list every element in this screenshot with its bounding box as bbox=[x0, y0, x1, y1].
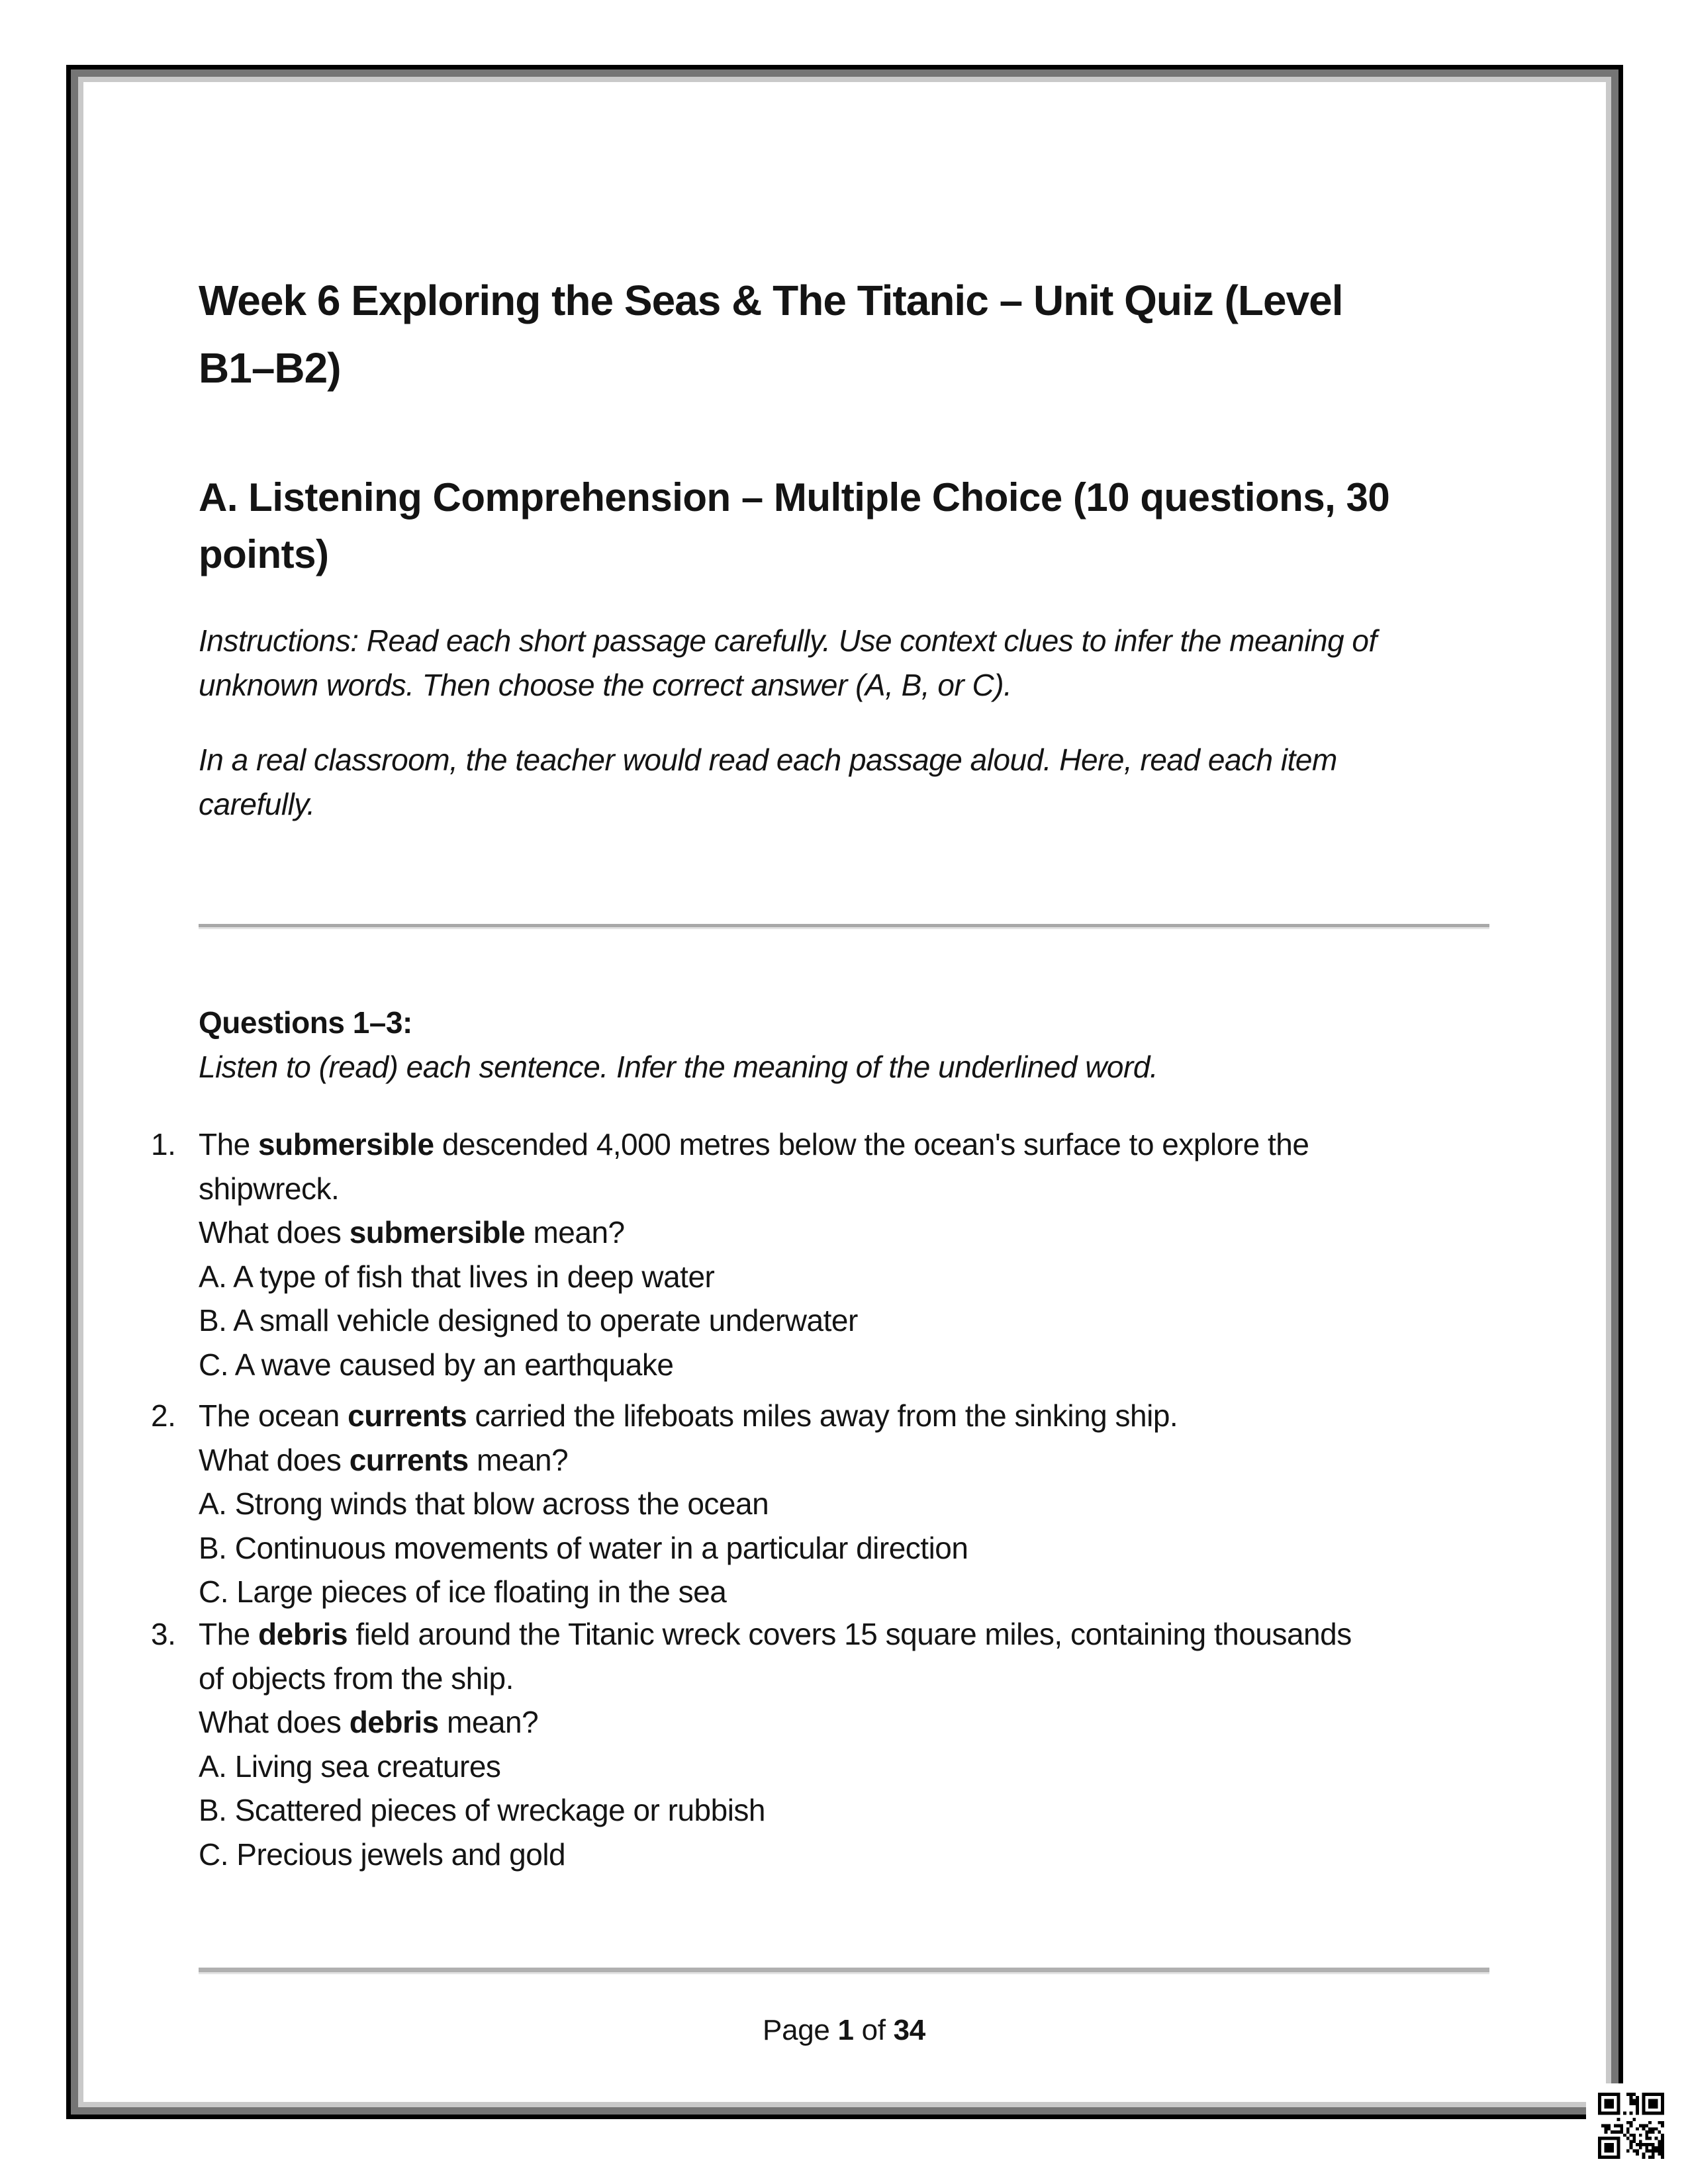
question-line bbox=[199, 1122, 1574, 1167]
text-segment: A. A type of fish that lives in deep water bbox=[199, 1259, 715, 1294]
text-segment: descended 4,000 metres below the ocean's surface to explore the bbox=[434, 1127, 1309, 1161]
section-heading bbox=[199, 469, 1489, 583]
question-line bbox=[199, 1788, 1574, 1833]
text-segment: debris bbox=[349, 1705, 439, 1739]
question-line bbox=[199, 1394, 1574, 1438]
text-segment: currents bbox=[349, 1442, 469, 1477]
text-segment: submersible bbox=[258, 1127, 434, 1161]
text-line: Instructions: Read each short passage carefully. Use context clues to infer the meaning of bbox=[199, 623, 1377, 658]
text-segment: debris bbox=[258, 1617, 348, 1651]
text-segment: A. Strong winds that blow across the ocean bbox=[199, 1486, 769, 1521]
text-line: Week 6 Exploring the Seas & The Titanic – Unit Quiz (Level bbox=[199, 277, 1343, 324]
text-segment: shipwreck. bbox=[199, 1171, 340, 1206]
text-line: B1–B2) bbox=[199, 344, 341, 392]
text-segment: of objects from the ship. bbox=[199, 1661, 514, 1696]
text-segment: 34 bbox=[893, 2014, 925, 2046]
question-line bbox=[199, 1255, 1574, 1299]
question-line bbox=[199, 1612, 1574, 1657]
text-segment: C. Large pieces of ice floating in the sea bbox=[199, 1574, 727, 1609]
list-item bbox=[151, 1394, 1574, 1614]
questions-header: Questions 1–3: bbox=[199, 1005, 412, 1040]
text-segment: of bbox=[853, 2014, 894, 2046]
text-segment: currents bbox=[348, 1398, 467, 1433]
text-segment: carried the lifeboats miles away from the sinking ship. bbox=[467, 1398, 1178, 1433]
question-line bbox=[199, 1526, 1574, 1570]
text-segment: C. Precious jewels and gold bbox=[199, 1837, 566, 1872]
text-segment: The ocean bbox=[199, 1398, 348, 1433]
document-title bbox=[199, 267, 1489, 402]
text-segment: field around the Titanic wreck covers 15 square miles, containing thousands bbox=[348, 1617, 1352, 1651]
question-line bbox=[199, 1657, 1574, 1701]
text-segment: B. Scattered pieces of wreckage or rubbish bbox=[199, 1793, 766, 1827]
question-line bbox=[199, 1167, 1574, 1211]
text-line: unknown words. Then choose the correct answer (A, B, or C). bbox=[199, 668, 1012, 702]
text-segment: C. A wave caused by an earthquake bbox=[199, 1347, 674, 1382]
question-line bbox=[199, 1298, 1574, 1343]
text-line: points) bbox=[199, 532, 329, 576]
text-segment: mean? bbox=[438, 1705, 539, 1739]
question-line bbox=[199, 1570, 1574, 1614]
horizontal-rule bbox=[199, 924, 1489, 927]
list-item bbox=[151, 1122, 1574, 1387]
question-line bbox=[199, 1482, 1574, 1526]
text-line: In a real classroom, the teacher would read each passage aloud. Here, read each item bbox=[199, 743, 1337, 777]
text-segment: The bbox=[199, 1617, 259, 1651]
horizontal-rule-footer bbox=[199, 1968, 1489, 1972]
list-item-number: 3. bbox=[151, 1617, 176, 1651]
text-segment: What does bbox=[199, 1215, 350, 1250]
text-segment: mean? bbox=[468, 1442, 569, 1477]
text-segment: A. Living sea creatures bbox=[199, 1749, 501, 1784]
questions-subtitle: Listen to (read) each sentence. Infer the meaning of the underlined word. bbox=[199, 1050, 1158, 1084]
classroom-note-paragraph bbox=[199, 738, 1489, 827]
text-segment: 1 bbox=[837, 2014, 854, 2046]
footer-page-number bbox=[199, 2011, 1489, 2050]
text-segment: submersible bbox=[349, 1215, 526, 1250]
qr-code-icon bbox=[1598, 2093, 1664, 2159]
text-segment: Page bbox=[763, 2014, 838, 2046]
question-line bbox=[199, 1700, 1574, 1745]
list-item-number: 1. bbox=[151, 1127, 176, 1161]
text-line: A. Listening Comprehension – Multiple Choice (10 questions, 30 bbox=[199, 475, 1390, 520]
text-segment: What does bbox=[199, 1705, 350, 1739]
question-line bbox=[199, 1210, 1574, 1255]
text-line: carefully. bbox=[199, 787, 315, 821]
list-item bbox=[151, 1612, 1574, 1876]
question-line bbox=[199, 1438, 1574, 1482]
text-segment: What does bbox=[199, 1442, 350, 1477]
question-line bbox=[199, 1833, 1574, 1877]
text-segment: B. Continuous movements of water in a particular direction bbox=[199, 1530, 968, 1565]
list-item-number: 2. bbox=[151, 1398, 176, 1433]
instructions-paragraph bbox=[199, 619, 1489, 707]
text-segment: mean? bbox=[525, 1215, 625, 1250]
question-line bbox=[199, 1745, 1574, 1789]
text-segment: The bbox=[199, 1127, 259, 1161]
question-line bbox=[199, 1343, 1574, 1387]
text-segment: B. A small vehicle designed to operate underwater bbox=[199, 1303, 858, 1338]
